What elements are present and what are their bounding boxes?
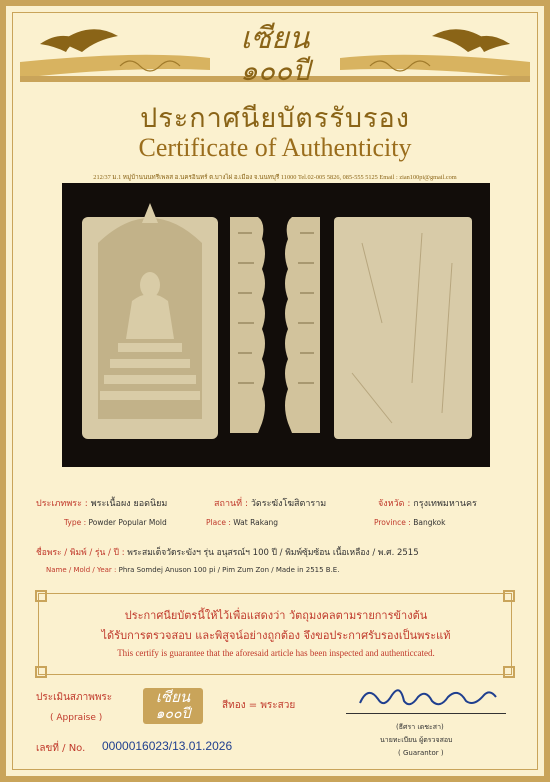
guarantor-title: นายทะเบียน ผู้ตรวจสอบ <box>380 736 453 744</box>
province-english-row <box>374 518 445 527</box>
place-value-th: วัดระฆังโฆสิตาราม <box>250 499 327 509</box>
guarantor-signature <box>354 683 504 713</box>
guarantor-name: (ธีศรา เดชะสา) <box>396 723 444 731</box>
brand-logo-line2: ๑๐๐ปี <box>240 54 310 87</box>
type-label-th: ประเภทพระ : <box>36 499 88 509</box>
amulet-side-view-2 <box>285 217 320 433</box>
appraise-label-en: ( Appraise ) <box>50 713 103 723</box>
place-value-en: Wat Rakang <box>233 518 279 527</box>
amulet-side-view-1 <box>230 217 265 433</box>
left-bird-icon <box>40 29 118 52</box>
statement-line2: ได้รับการตรวจสอบ และพิสูจน์อย่างถูกต้อง จึงขอประกาศรับรองเป็นพระแท้ <box>101 629 451 642</box>
place-thai-row <box>214 496 326 510</box>
amulet-photo <box>62 183 490 467</box>
number-value: 0000016023/13.01.2026 <box>102 739 233 753</box>
province-value-en: Bangkok <box>413 518 446 527</box>
appraise-result: สีทอง = พระสวย <box>222 700 296 711</box>
right-bird-icon <box>432 29 510 52</box>
address-line: 212/37 ม.1 หมู่บ้านนนทรีเพลส อ.นครอินทร์ ต.บางไผ่ อ.เมือง จ.นนทบุรี 11000 Tel.02-005 5826, 085-555 5125 Email : zian100pi@gmail.com <box>93 174 457 181</box>
province-thai-row <box>378 496 477 510</box>
name-label-en: Name / Mold / Year : <box>46 566 117 574</box>
place-english-row <box>206 518 278 527</box>
title-english: Certificate of Authenticity <box>138 133 412 162</box>
amulet-back-view <box>334 217 472 439</box>
appraise-logo-line2: ๑๐๐ปี <box>155 706 191 722</box>
name-value-en: Phra Somdej Anuson 100 pi / Pim Zum Zon / Made in 2515 B.E. <box>118 566 340 574</box>
appraise-logo <box>143 688 203 724</box>
appraise-label-th: ประเมินสภาพพระ <box>36 692 113 703</box>
type-label-en: Type : <box>64 518 87 527</box>
type-thai-row <box>36 496 167 510</box>
brand-logo <box>205 22 345 88</box>
type-value-en: Powder Popular Mold <box>88 518 167 527</box>
place-label-en: Place : <box>206 518 231 527</box>
number-label: เลขที่ / No. <box>36 743 86 754</box>
type-value-th: พระเนื้อผง ยอดนิยม <box>90 499 168 509</box>
place-label-th: สถานที่ : <box>214 499 248 509</box>
signature-line <box>346 713 506 714</box>
appraise-logo-line1: เซียน <box>155 688 191 706</box>
statement-line3: This certify is guarantee that the aforesaid article has been inspected and authenticcated. <box>117 648 435 658</box>
brand-logo-line1: เซียน <box>240 21 310 56</box>
title-thai: ประกาศนียบัตรรับรอง <box>140 103 410 134</box>
name-label-th: ชื่อพระ / พิมพ์ / รุ่น / ปี : <box>36 548 125 558</box>
guarantor-label: ( Guarantor ) <box>398 749 444 757</box>
name-english-row <box>46 566 339 574</box>
name-value-th: พระสมเด็จวัดระฆังฯ รุ่น อนุสรณ์ฯ 100 ปี / พิมพ์ซุ้มซ้อน เนื้อเหลือง / พ.ศ. 2515 <box>127 548 419 558</box>
province-label-th: จังหวัด : <box>378 499 411 509</box>
type-english-row <box>64 518 167 527</box>
statement-line1: ประกาศนียบัตรนี้ให้ไว้เพื่อแสดงว่า วัตถุมงคลตามรายการข้างต้น <box>124 609 428 622</box>
province-label-en: Province : <box>374 518 411 527</box>
amulet-front-view <box>82 203 218 439</box>
province-value-th: กรุงเทพมหานคร <box>413 499 477 509</box>
name-thai-row <box>36 545 419 559</box>
statement-box <box>38 593 512 675</box>
